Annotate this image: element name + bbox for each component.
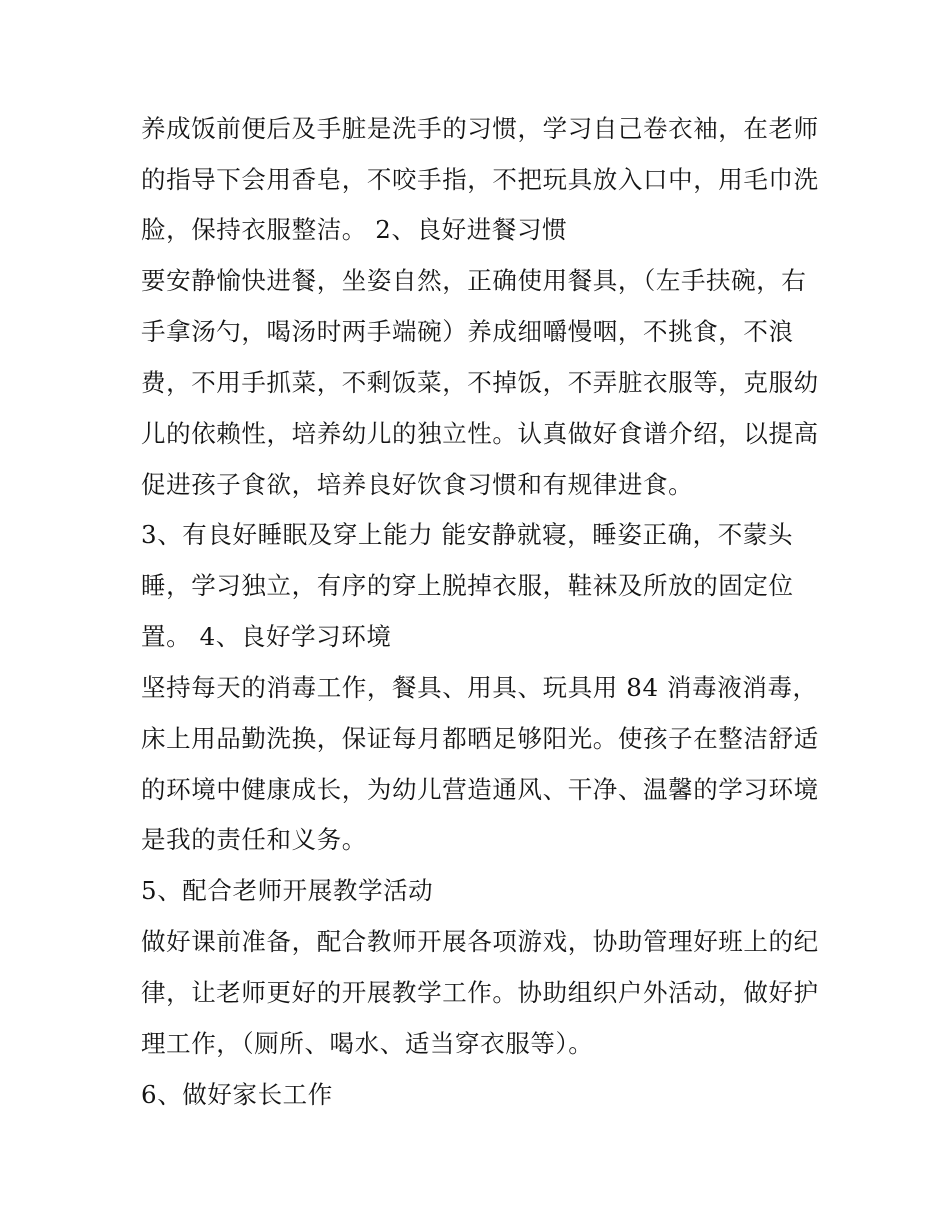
- paragraph-line: 费，不用手抓菜，不剩饭菜，不掉饭，不弄脏衣服等，克服幼: [141, 368, 819, 397]
- paragraph-line: 手拿汤勺，喝汤时两手端碗）养成细嚼慢咽，不挑食，不浪: [141, 317, 794, 346]
- paragraph-line: 睡，学习独立，有序的穿上脱掉衣服，鞋袜及所放的固定位: [141, 571, 794, 600]
- paragraph-line: 理工作，（厕所、喝水、适当穿衣服等）。: [141, 1029, 594, 1058]
- paragraph-line: 坚持每天的消毒工作，餐具、用具、玩具用 84 消毒液消毒，: [141, 673, 818, 702]
- paragraph-line: 促进孩子食欲，培养良好饮食习惯和有规律进食。: [141, 470, 694, 499]
- paragraph-line: 的指导下会用香皂，不咬手指，不把玩具放入口中，用毛巾洗: [141, 165, 819, 194]
- section-heading: 5、配合老师开展教学活动: [141, 876, 434, 905]
- paragraph-line: 3、有良好睡眠及穿上能力 能安静就寝，睡姿正确，不蒙头: [141, 520, 794, 549]
- paragraph-line: 儿的依赖性，培养幼儿的独立性。认真做好食谱介绍，以提高: [141, 419, 819, 448]
- paragraph-line: 养成饭前便后及手脏是洗手的习惯，学习自己卷衣袖，在老师: [141, 114, 819, 143]
- paragraph-line: 做好课前准备，配合教师开展各项游戏，协助管理好班上的纪: [141, 927, 819, 956]
- paragraph-line: 律，让老师更好的开展教学工作。协助组织户外活动，做好护: [141, 978, 819, 1007]
- paragraph-line: 置。 4、良好学习环境: [141, 622, 392, 651]
- paragraph-line: 脸，保持衣服整洁。 2、良好进餐习惯: [141, 215, 568, 244]
- paragraph-line: 要安静愉快进餐，坐姿自然，正确使用餐具，（左手扶碗，右: [141, 266, 807, 295]
- paragraph-line: 床上用品勤洗换，保证每月都晒足够阳光。使孩子在整洁舒适: [141, 724, 819, 753]
- section-heading: 6、做好家长工作: [141, 1080, 333, 1109]
- paragraph-line: 的环境中健康成长，为幼儿营造通风、干净、温馨的学习环境: [141, 775, 819, 804]
- paragraph-line: 是我的责任和义务。: [141, 825, 367, 854]
